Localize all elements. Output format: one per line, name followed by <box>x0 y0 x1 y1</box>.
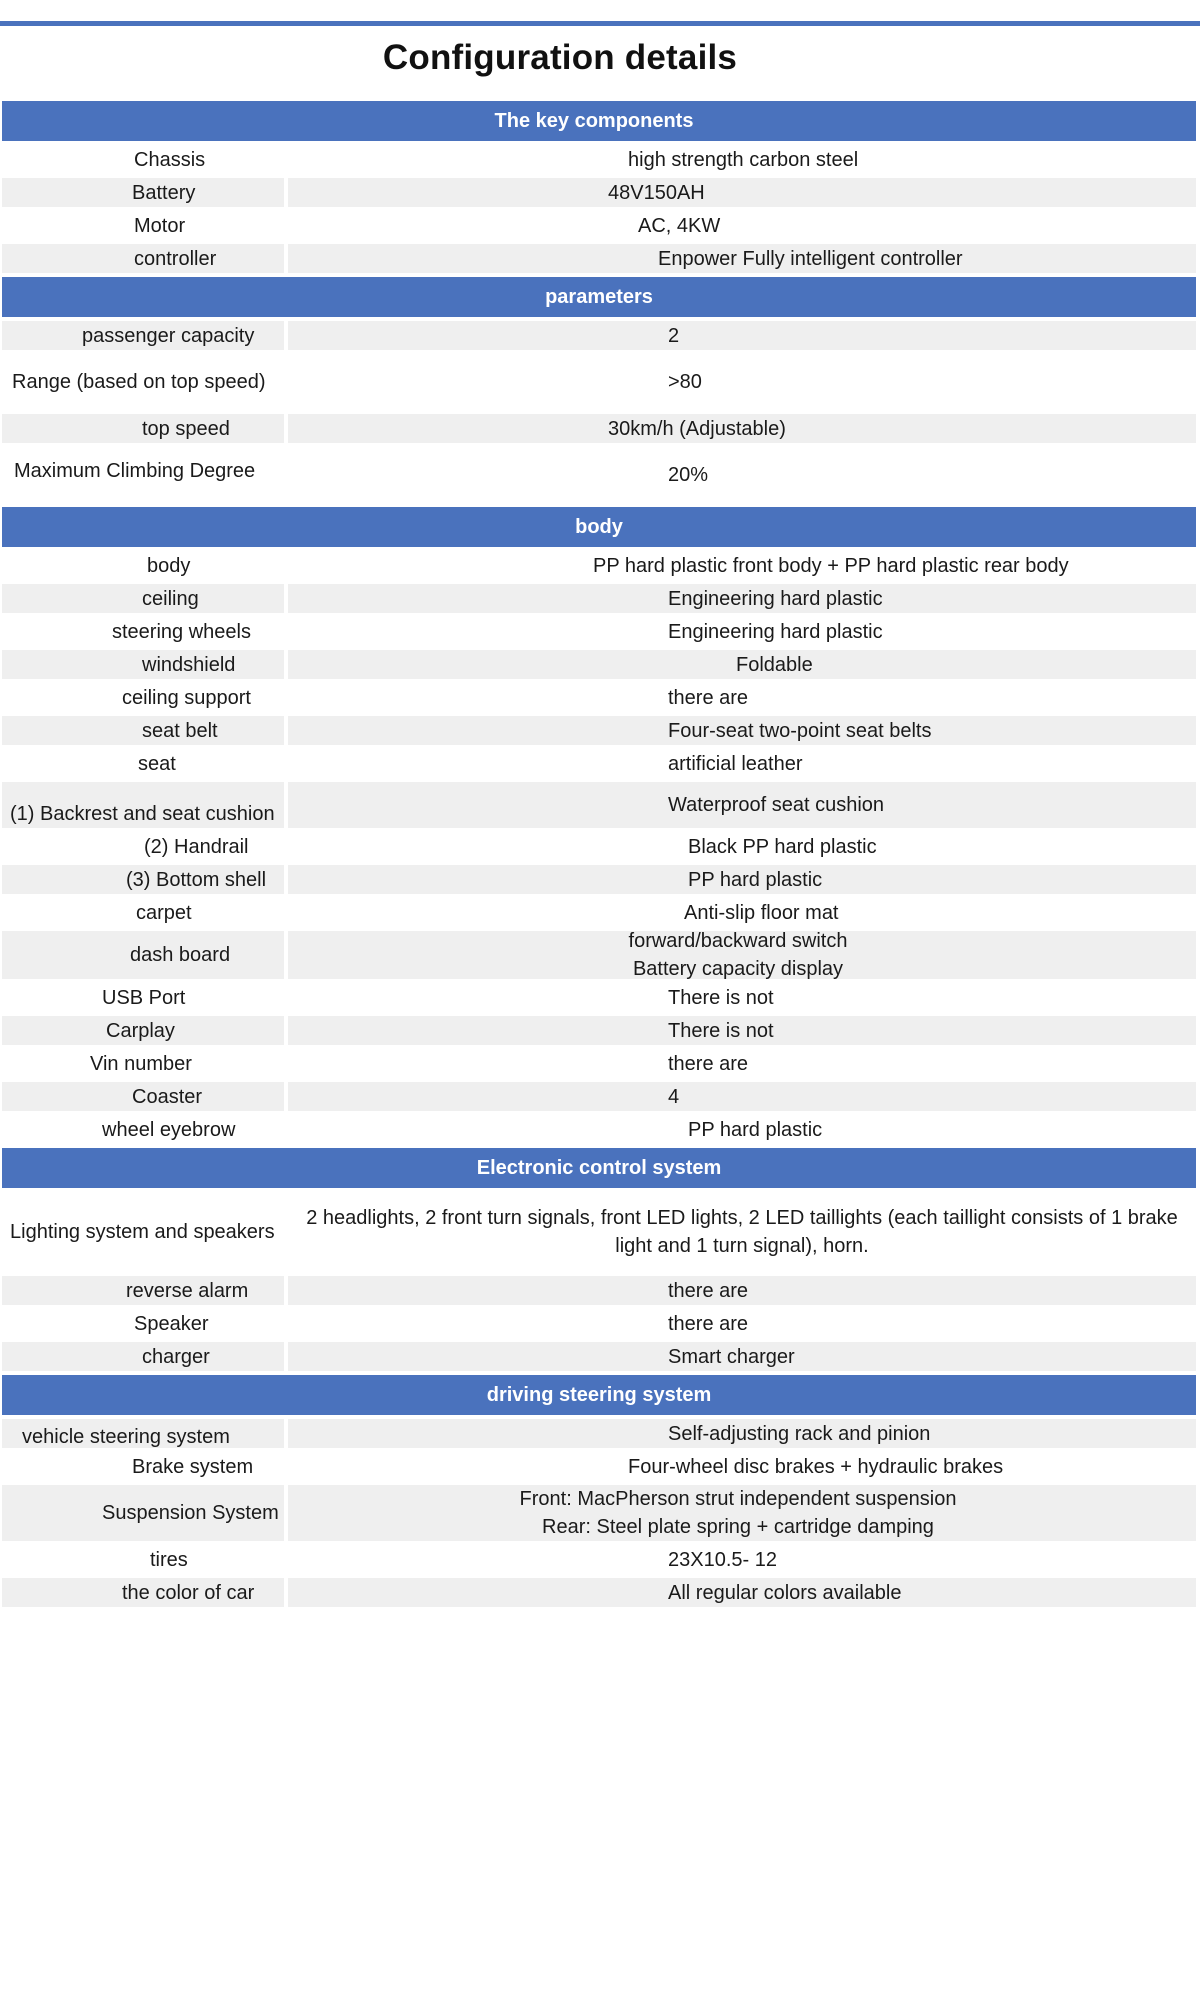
row-label: body <box>147 554 191 577</box>
table-row <box>2 782 1196 828</box>
table-row <box>2 551 1196 580</box>
row-value: Black PP hard plastic <box>688 835 877 858</box>
row-value: Four-wheel disc brakes + hydraulic brakes <box>628 1455 1004 1478</box>
table-row <box>2 211 1196 240</box>
table-row <box>2 1016 1196 1045</box>
row-label: (2) Handrail <box>144 835 249 858</box>
row-label: tires <box>150 1548 188 1571</box>
row-value: >80 <box>668 371 702 393</box>
row-label: Coaster <box>2 1082 284 1111</box>
table-row <box>2 650 1196 679</box>
row-label: Maximum Climbing Degree <box>14 460 256 482</box>
row-label: Vin number <box>90 1052 192 1075</box>
row-label: dash board <box>2 931 284 979</box>
table-row <box>2 865 1196 894</box>
row-value: Enpower Fully intelligent controller <box>288 244 1196 273</box>
row-value: There is not <box>288 1016 1196 1045</box>
table-row <box>2 414 1196 443</box>
row-value: There is not <box>668 986 774 1009</box>
row-value: AC, 4KW <box>638 214 721 237</box>
row-value: 2 headlights, 2 front turn signals, front LED lights, 2 LED taillights (each taillight consists of 1 brake light and 1 turn signal), horn. <box>306 1207 1178 1257</box>
row-value: Anti-slip floor mat <box>684 901 839 924</box>
table-row <box>2 1485 1196 1541</box>
row-value: there are <box>668 1312 749 1335</box>
section-header <box>2 101 1196 141</box>
table-row <box>2 1452 1196 1481</box>
table-row <box>2 832 1196 861</box>
row-label: passenger capacity <box>2 321 284 350</box>
table-row <box>2 716 1196 745</box>
row-value: PP hard plastic <box>688 1118 823 1141</box>
table-row <box>2 145 1196 174</box>
row-value: there are <box>288 1276 1196 1305</box>
section-header <box>2 277 1196 317</box>
table-row <box>2 898 1196 927</box>
section-header-label: The key components <box>494 109 694 132</box>
row-label: (1) Backrest and seat cushion <box>2 782 284 828</box>
table-row <box>2 584 1196 613</box>
section-header-label: parameters <box>545 285 653 308</box>
table-row <box>2 931 1196 979</box>
row-label: seat <box>138 752 176 775</box>
table-row <box>2 1276 1196 1305</box>
table-row <box>2 1342 1196 1371</box>
row-label: (3) Bottom shell <box>2 865 284 894</box>
row-label: controller <box>2 244 284 273</box>
row-label: wheel eyebrow <box>102 1118 236 1141</box>
row-value: 2 <box>288 321 1196 350</box>
row-label: Motor <box>134 214 186 237</box>
row-value: Waterproof seat cushion <box>288 782 1196 828</box>
row-label: Suspension System <box>2 1485 284 1541</box>
table-row <box>2 244 1196 273</box>
top-rule <box>0 21 1200 26</box>
row-value: Front: MacPherson strut independent suspension Rear: Steel plate spring + cartridge damping <box>288 1485 1196 1541</box>
row-label: ceiling support <box>122 686 251 709</box>
table-row <box>2 321 1196 350</box>
row-label: carpet <box>136 901 192 924</box>
row-label: ceiling <box>2 584 284 613</box>
section-header-label: driving steering system <box>486 1383 712 1406</box>
row-value: artificial leather <box>668 752 803 775</box>
table-row <box>2 1545 1196 1574</box>
row-label: USB Port <box>102 986 186 1009</box>
row-label: seat belt <box>2 716 284 745</box>
row-label: Speaker <box>134 1312 209 1335</box>
row-label: Lighting system and speakers <box>10 1221 275 1243</box>
section-header <box>2 507 1196 547</box>
row-label: Chassis <box>134 148 206 171</box>
spec-table <box>2 101 1196 1611</box>
row-label: the color of car <box>2 1578 284 1607</box>
section-header-label: body <box>575 515 623 538</box>
table-row <box>2 1192 1196 1272</box>
row-value: 48V150AH <box>288 178 1196 207</box>
table-row <box>2 354 1196 410</box>
row-label: Carplay <box>2 1016 284 1045</box>
row-value: high strength carbon steel <box>628 148 859 171</box>
row-label: Range (based on top speed) <box>12 371 266 393</box>
row-label: reverse alarm <box>2 1276 284 1305</box>
row-value: forward/backward switch Battery capacity display <box>288 931 1196 979</box>
table-row <box>2 749 1196 778</box>
section-header <box>2 1375 1196 1415</box>
row-label: steering wheels <box>112 620 251 643</box>
table-row <box>2 617 1196 646</box>
row-value: Engineering hard plastic <box>668 620 883 643</box>
row-value: there are <box>668 686 749 709</box>
row-value: Self-adjusting rack and pinion <box>288 1419 1196 1448</box>
row-value: 4 <box>288 1082 1196 1111</box>
table-row <box>2 983 1196 1012</box>
section-header-label: Electronic control system <box>476 1156 722 1179</box>
table-row <box>2 1115 1196 1144</box>
row-label: charger <box>2 1342 284 1371</box>
table-row <box>2 1419 1196 1448</box>
row-value: 23X10.5- 12 <box>668 1548 777 1571</box>
row-value: PP hard plastic front body + PP hard plastic rear body <box>593 554 1069 577</box>
row-label: windshield <box>2 650 284 679</box>
table-row <box>2 1578 1196 1607</box>
row-value: Engineering hard plastic <box>288 584 1196 613</box>
row-label: vehicle steering system <box>2 1419 284 1448</box>
row-value: 30km/h (Adjustable) <box>288 414 1196 443</box>
page-title: Configuration details <box>382 38 738 77</box>
section-header <box>2 1148 1196 1188</box>
row-value: Four-seat two-point seat belts <box>288 716 1196 745</box>
row-value: Foldable <box>288 650 1196 679</box>
table-row <box>2 447 1196 503</box>
row-value: there are <box>668 1052 749 1075</box>
table-row <box>2 683 1196 712</box>
row-label: top speed <box>2 414 284 443</box>
table-row <box>2 178 1196 207</box>
row-value: PP hard plastic <box>288 865 1196 894</box>
table-row <box>2 1049 1196 1078</box>
row-label: Brake system <box>132 1455 254 1478</box>
row-value: 20% <box>668 464 709 486</box>
table-row <box>2 1082 1196 1111</box>
table-row <box>2 1309 1196 1338</box>
row-value: Smart charger <box>288 1342 1196 1371</box>
row-value: All regular colors available <box>288 1578 1196 1607</box>
row-label: Battery <box>2 178 284 207</box>
